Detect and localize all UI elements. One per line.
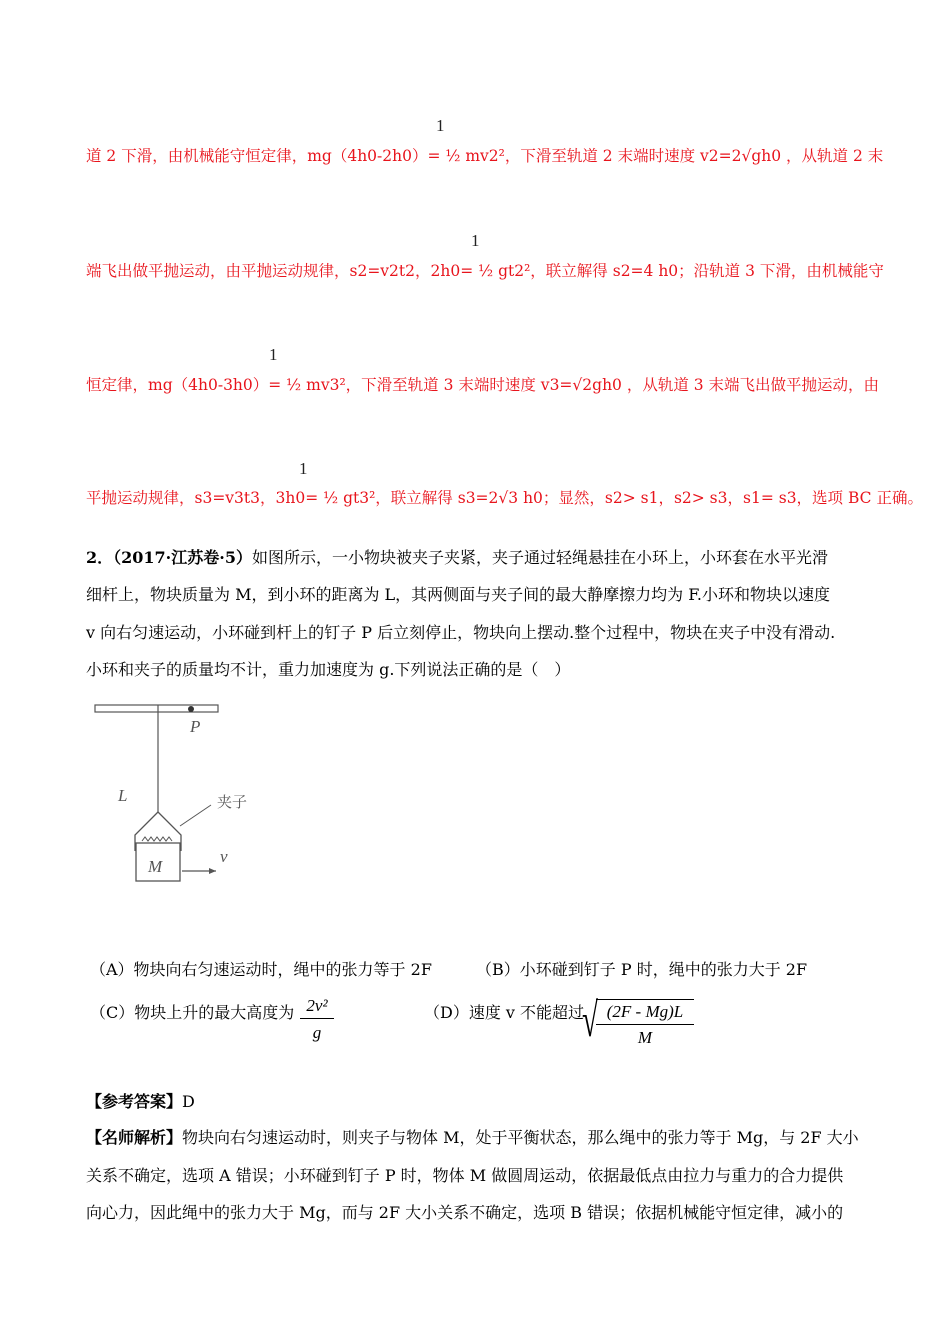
answer-value: D [182,1092,195,1111]
label-clip: 夹子 [217,793,248,811]
question-number: 2． [86,548,114,567]
question-line-3: v 向右匀速运动，小环碰到杆上的钉子 P 后立刻停止，物块向上摆动.整个过程中，物块在夹子中没有滑动. [86,623,836,642]
analysis-text-1: 物块向右匀速运动时，则夹子与物体 M，处于平衡状态，那么绳中的张力等于 Mg，与 2F 大小 [182,1128,859,1147]
option-c-denominator: g [312,1023,322,1042]
question-line-1 [86,545,828,568]
question-line-2: 细杆上，物块质量为 M，到小环的距离为 L，其两侧面与夹子间的最大静摩擦力均为 F.小环和物块以速度 [86,585,830,604]
sqrt-body [596,999,694,1048]
solution-line-1: 道 2 下滑，由机械能守恒定律，mg（4h0-2h0）= ½ mv2²，下滑至轨道 2 末端时速度 v2=2√gh0 ，从轨道 2 末 [86,147,884,165]
fraction-numerator: 1 [436,116,445,135]
analysis-line-2: 关系不确定，选项 A 错误；小环碰到钉子 P 时，物体 M 做圆周运动，依据最低点由拉力与重力的合力提供 [86,1166,844,1185]
label-p: P [190,717,201,736]
option-a: （A）物块向右匀速运动时，绳中的张力等于 2F [90,960,432,979]
solution-line-2: 端飞出做平抛运动，由平抛运动规律，s2=v2t2，2h0= ½ gt2²，联立解得 s2=4 h0；沿轨道 3 下滑，由机械能守 [86,262,884,280]
horizontal-rod [95,705,218,712]
fraction-numerator: 1 [269,345,278,364]
analysis-label: 【名师解析】 [86,1128,183,1147]
option-d-numerator: (2F - Mg)L [596,1000,694,1025]
option-c: （C）物块上升的最大高度为 [90,1003,295,1022]
analysis-line-3: 向心力，因此绳中的张力大于 Mg，而与 2F 大小关系不确定，选项 B 错误；依据机械能守恒定律，减小的 [86,1203,844,1222]
solution-line-3: 恒定律，mg（4h0-3h0）= ½ mv3²，下滑至轨道 3 末端时速度 v3=√2gh0 ，从轨道 3 末端飞出做平抛运动，由 [86,376,880,394]
answer-label: 【参考答案】 [86,1092,183,1111]
analysis-line-1 [86,1125,859,1148]
question-source: （2017·江苏卷·5） [113,548,252,567]
nail-p [188,706,194,712]
option-c-numerator: 2v² [300,996,334,1019]
question-text-1: 如图所示，一小物块被夹子夹紧，夹子通过轻绳悬挂在小环上，小环套在水平光滑 [251,548,828,567]
answer-line [86,1089,195,1112]
label-v: v [220,847,228,866]
option-c-fraction [300,996,334,1043]
option-b: （B）小环碰到钉子 P 时，绳中的张力大于 2F [476,960,808,979]
sqrt-sign: √ [582,994,598,1047]
clip-spring [142,837,172,841]
clip-label-leader [180,805,211,826]
option-d-denominator: M [637,1028,653,1047]
label-m: M [148,857,163,876]
pendulum-figure [90,695,280,895]
question-line-4: 小环和夹子的质量均不计，重力加速度为 g.下列说法正确的是（ ） [86,660,571,679]
arrow-head [209,868,216,874]
label-l: L [118,786,128,805]
fraction-numerator: 1 [471,231,480,250]
fraction-numerator: 1 [299,459,308,478]
option-d: （D）速度 v 不能超过 [424,1003,585,1022]
solution-line-4: 平抛运动规律，s3=v3t3，3h0= ½ gt3²，联立解得 s3=2√3 h0；显然，s2> s1，s2> s3，s1= s3，选项 BC 正确。 [86,489,923,507]
